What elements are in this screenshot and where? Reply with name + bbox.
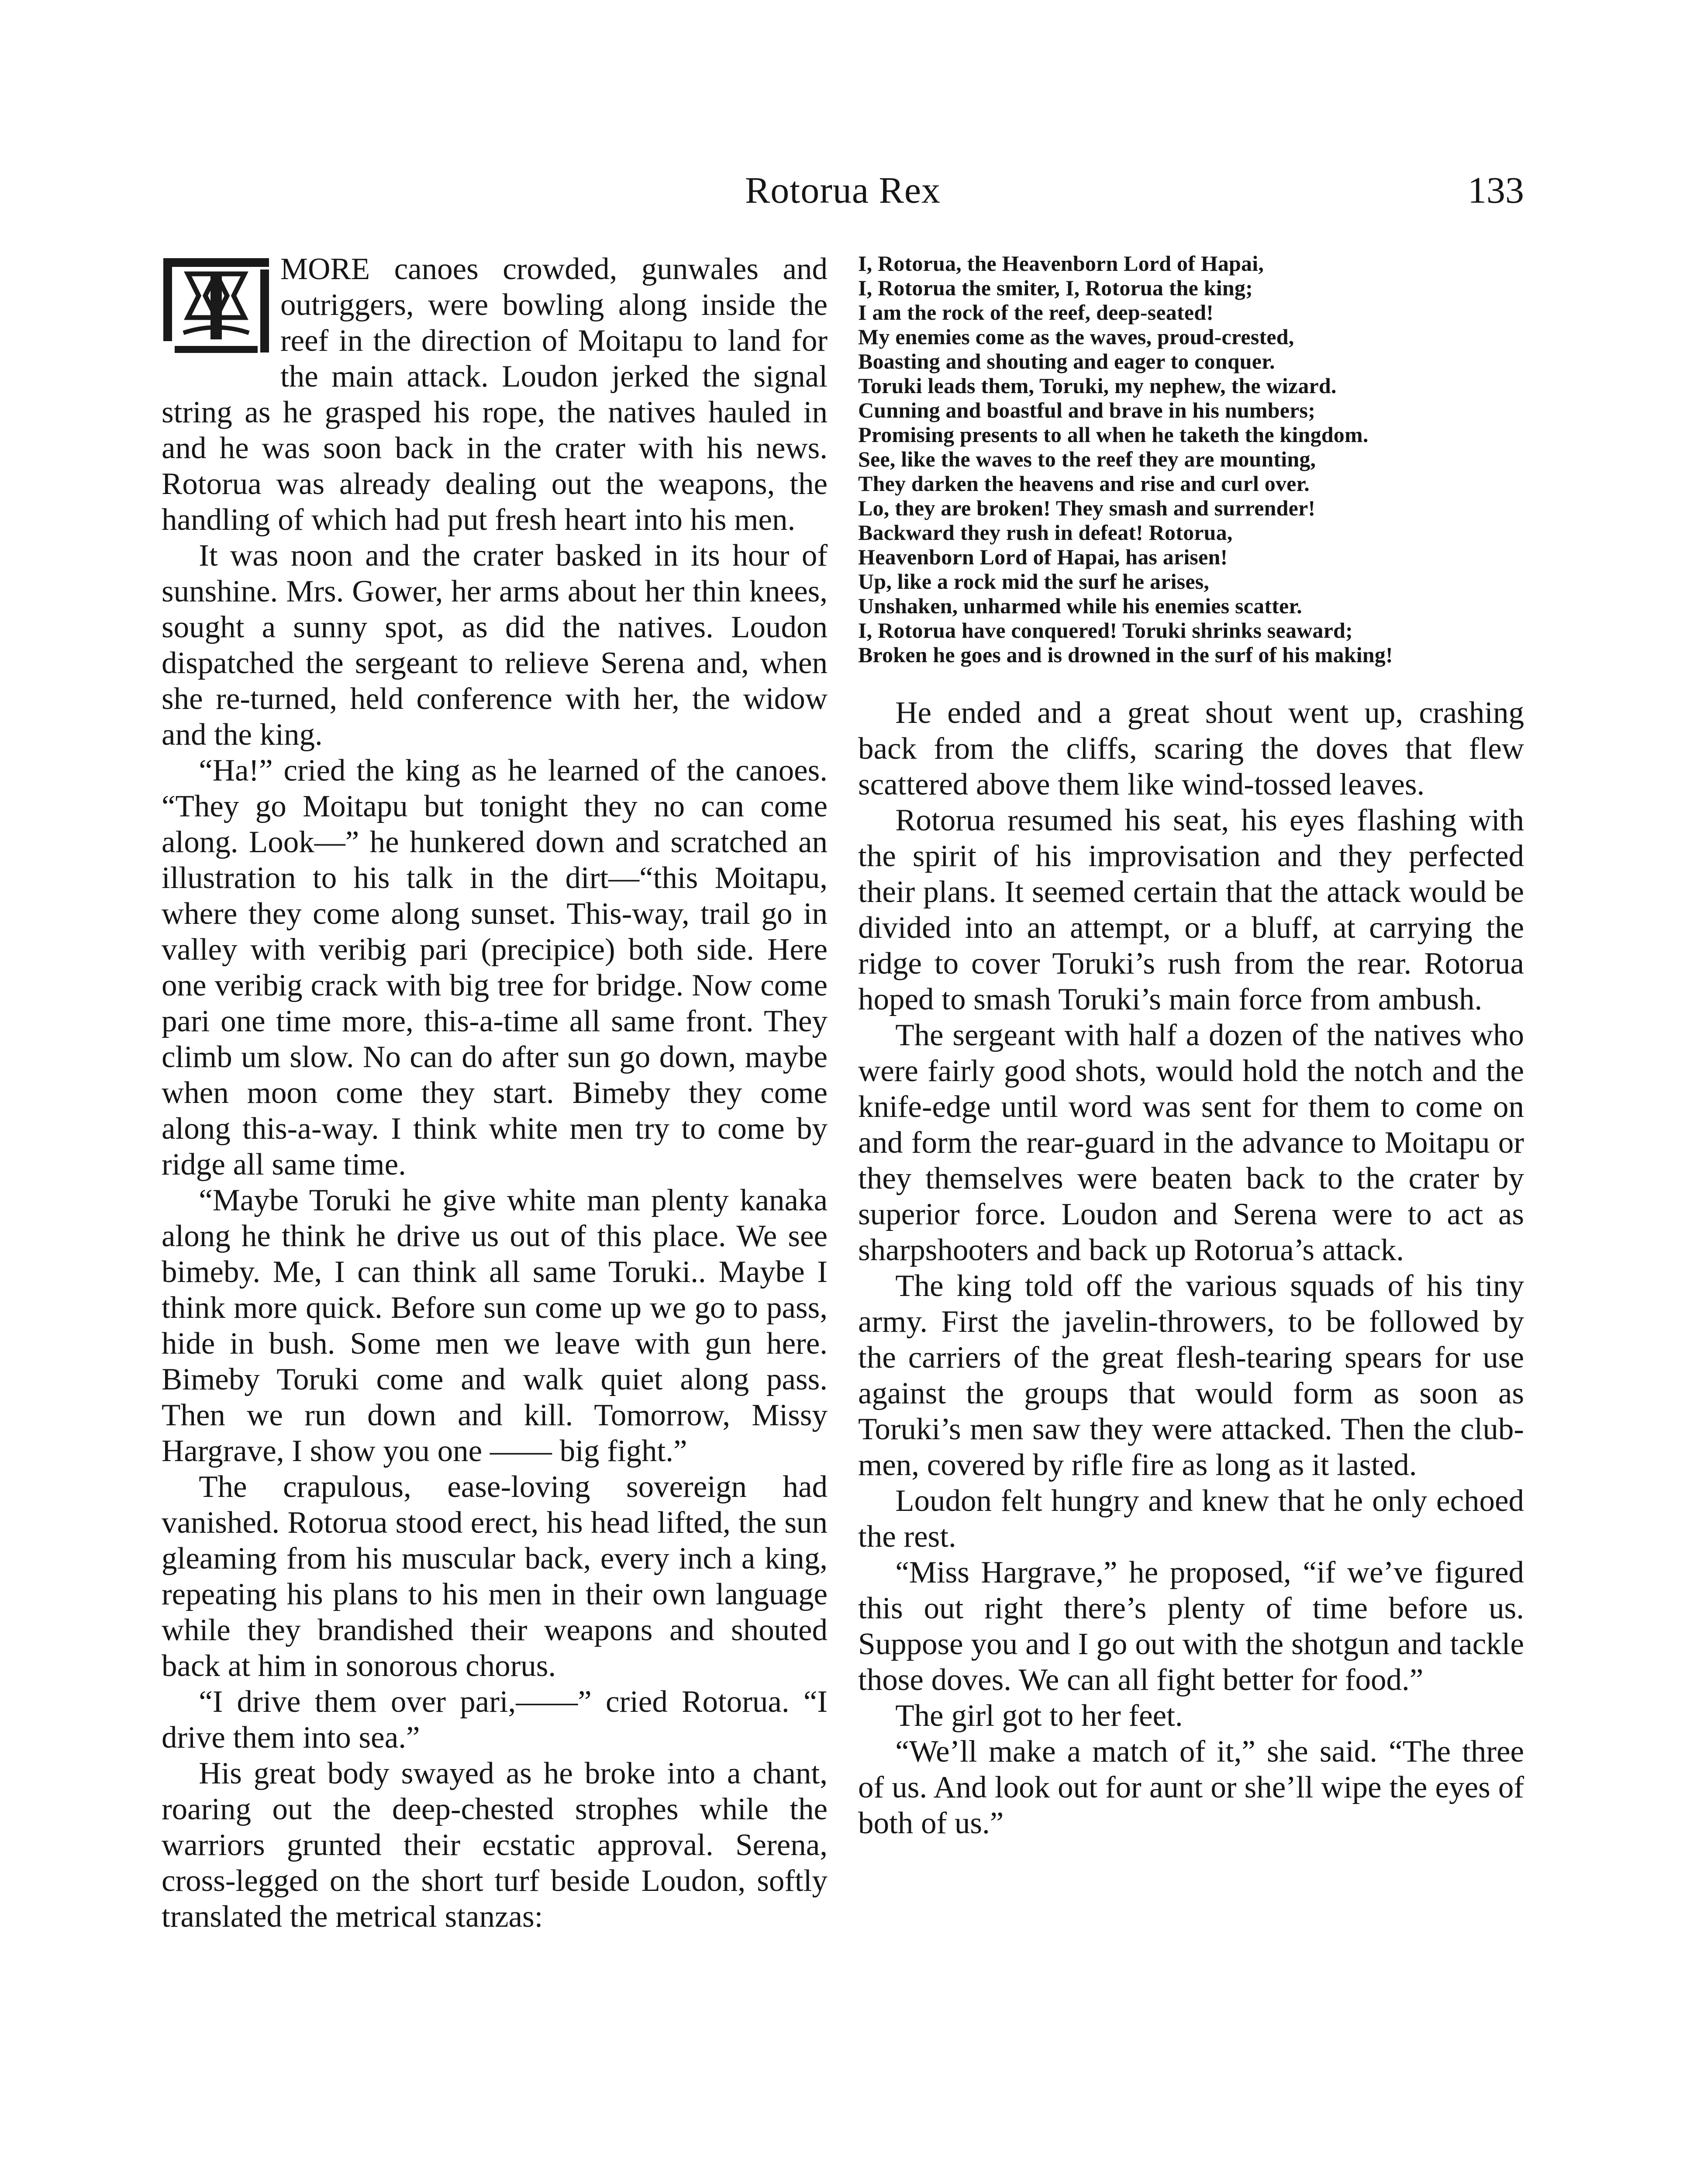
poem-line: Backward they rush in defeat! Rotorua, bbox=[858, 520, 1233, 545]
poem-line: Unshaken, unharmed while his enemies scatter. bbox=[858, 594, 1302, 618]
poem-line: Cunning and boastful and brave in his numbers; bbox=[858, 398, 1316, 422]
paragraph: “I drive them over pari,——” cried Rotorua. “I drive them into sea.” bbox=[162, 1685, 828, 1755]
poem-line: I, Rotorua the smiter, I, Rotorua the king; bbox=[858, 276, 1253, 300]
page-number: 133 bbox=[1468, 169, 1524, 211]
paragraph: He ended and a great shout went up, crashing back from the cliffs, scaring the doves that flew scattered above them like wind-tossed leaves. bbox=[858, 696, 1524, 802]
poem-line: Broken he goes and is drowned in the surf of his making! bbox=[858, 643, 1393, 667]
opening-text: canoes crowded, gunwales and outriggers, were bowling along inside the reef in the direction of Moitapu to land for the main attack. Loudon jerked the signal string as he grasped his rope, the natives hauled in and he was soon back in the crater with his news. Rotorua was already dealing out the weapons, the handling of which had put fresh heart into his men. bbox=[162, 252, 828, 537]
paragraph: His great body swayed as he broke into a chant, roaring out the deep-chested strophes while the warriors grunted their ecstatic approval. Serena, cross-legged on the short turf beside Loudon, softly translated the metrical stanzas: bbox=[162, 1756, 828, 1934]
lead-word: MORE bbox=[280, 252, 370, 286]
paragraph: The crapulous, ease-loving sovereign had vanished. Rotorua stood erect, his head lifted, the sun gleaming from his muscular back, every inch a king, repeating his plans to his men in their own language while they brandished their weapons and shouted back at him in sonorous chorus. bbox=[162, 1470, 828, 1683]
poem-line: Toruki leads them, Toruki, my nephew, the wizard. bbox=[858, 373, 1337, 398]
poem-line: Up, like a rock mid the surf he arises, bbox=[858, 569, 1210, 594]
page-header bbox=[162, 168, 1524, 229]
running-title: Rotorua Rex bbox=[745, 169, 941, 211]
paragraph: The king told off the various squads of his tiny army. First the javelin-throwers, to be followed by the carriers of the great flesh-tearing spears for use against the groups that would form as soon as Toruki’s men saw they were attacked. Then the clubmen, covered by rifle fire as long as it lasted. bbox=[858, 1269, 1524, 1482]
poem-line: See, like the waves to the reef they are mounting, bbox=[858, 447, 1316, 471]
poem-line: Boasting and shouting and eager to conquer. bbox=[858, 349, 1275, 373]
poem-line: I am the rock of the reef, deep-seated! bbox=[858, 300, 1214, 325]
left-column bbox=[162, 251, 828, 1935]
paragraph: “We’ll make a match of it,” she said. “The three of us. And look out for aunt or she’ll wipe the eyes of both of us.” bbox=[858, 1735, 1524, 1840]
chant-poem bbox=[858, 251, 1524, 667]
paragraph: The sergeant with half a dozen of the natives who were fairly good shots, would hold the notch and the knife-edge until word was sent for them to come on and form the rear-guard in the advance to Moitapu or they themselves were beaten back to the crater by superior force. Loudon and Serena were to act as sharpshooters and back up Rotorua’s attack. bbox=[858, 1018, 1524, 1267]
paragraph: It was noon and the crater basked in its hour of sunshine. Mrs. Gower, her arms about her thin knees, sought a sunny spot, as did the natives. Loudon dispatched the sergeant to relieve Serena and, when she re-turned, held conference with her, the widow and the king. bbox=[162, 539, 828, 752]
poem-line: I, Rotorua have conquered! Toruki shrinks seaward; bbox=[858, 618, 1353, 643]
paragraph: Rotorua resumed his seat, his eyes flashing with the spirit of his improvisation and they perfected their plans. It seemed certain that the attack would be divided into an attempt, or a bluff, at carrying the ridge to cover Toruki’s rush from the rear. Rotorua hoped to smash Toruki’s main force from ambush. bbox=[858, 803, 1524, 1016]
opening-paragraph bbox=[162, 251, 828, 538]
poem-line: Promising presents to all when he taketh the kingdom. bbox=[858, 422, 1369, 447]
paragraph: “Maybe Toruki he give white man plenty kanaka along he think he drive us out of this place. We see bimeby. Me, I can think all same Toruki.. Maybe I think more quick. Before sun come up we go to pass, hide in bush. Some men we leave with gun here. Bimeby Toruki come and walk quiet along pass. Then we run down and kill. Tomorrow, Missy Hargrave, I show you one —— big fight.” bbox=[162, 1183, 828, 1468]
right-column bbox=[858, 251, 1524, 1841]
paragraph: “Miss Hargrave,” he proposed, “if we’ve figured this out right there’s plenty of time before us. Suppose you and I go out with the shotgun and tackle those doves. We can all fight better for food.” bbox=[858, 1555, 1524, 1697]
paragraph: The girl got to her feet. bbox=[895, 1699, 1183, 1733]
poem-line: My enemies come as the waves, proud-crested, bbox=[858, 325, 1294, 349]
poem-line: I, Rotorua, the Heavenborn Lord of Hapai, bbox=[858, 251, 1264, 276]
poem-line: Lo, they are broken! They smash and surrender! bbox=[858, 496, 1316, 520]
paragraph: Loudon felt hungry and knew that he only echoed the rest. bbox=[858, 1484, 1524, 1554]
poem-line: Heavenborn Lord of Hapai, has arisen! bbox=[858, 545, 1228, 569]
poem-line: They darken the heavens and rise and curl over. bbox=[858, 471, 1310, 496]
ornamental-initial-t-icon bbox=[162, 256, 271, 361]
paragraph: “Ha!” cried the king as he learned of the canoes. “They go Moitapu but tonight they no can come along. Look—” he hunkered down and scratched an illustration to his talk in the dirt—“this Moitapu, where they come along sunset. This-way, trail go in valley with veribig pari (precipice) both side. Here one veribig crack with big tree for bridge. Now come pari one time more, this-a-time all same front. They climb um slow. No can do after sun go down, maybe when moon come they start. Bimeby they come along this-a-way. I think white men try to come by ridge all same time. bbox=[162, 753, 828, 1182]
